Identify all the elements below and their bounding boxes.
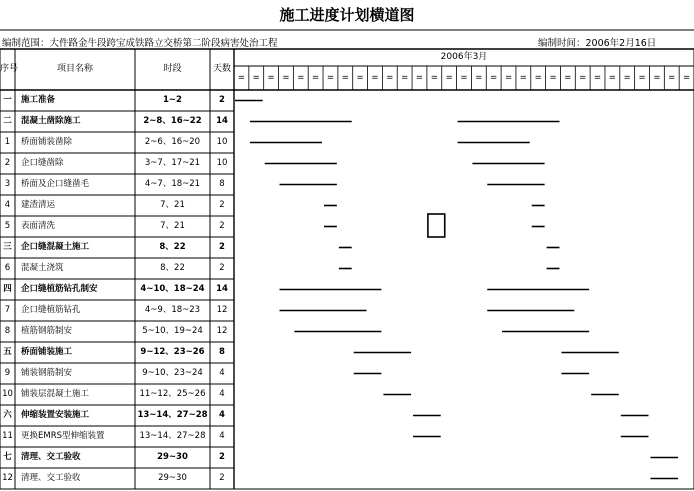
row-period: 2~6、16~20 [144, 137, 201, 147]
day-column-marker: = [282, 72, 290, 83]
row-seq: 12 [2, 473, 13, 483]
row-days: 8 [219, 179, 225, 189]
day-column-marker: = [653, 72, 661, 83]
row-task-name: 铺装层混凝土施工 [21, 389, 90, 399]
row-period: 7、21 [160, 200, 185, 210]
row-seq: 1 [4, 137, 11, 147]
row-seq: 一 [3, 95, 12, 105]
row-days: 2 [219, 452, 225, 462]
header-period: 时段 [163, 64, 182, 74]
selected-cell-outline[interactable] [428, 214, 445, 237]
row-period: 1~2 [163, 95, 182, 105]
row-task-name: 桥面铺装凿除 [21, 137, 73, 147]
row-period: 4~7、18~21 [144, 179, 201, 189]
day-column-marker: = [430, 72, 438, 83]
row-seq: 6 [4, 263, 11, 273]
row-task-name: 更换EMRS型伸缩装置 [21, 431, 105, 441]
day-column-marker: = [683, 72, 691, 83]
day-column-marker: = [519, 72, 527, 83]
row-seq: 7 [4, 305, 11, 315]
row-days: 2 [219, 242, 225, 252]
day-column-marker: = [341, 72, 349, 83]
row-days: 2 [219, 473, 225, 483]
day-column-marker: = [415, 72, 424, 83]
row-period: 8、22 [159, 242, 186, 252]
day-column-marker: = [608, 72, 616, 83]
row-task-name: 混凝土凿除施工 [21, 116, 81, 126]
row-days: 2 [219, 95, 225, 105]
row-days: 8 [219, 347, 225, 357]
row-period: 11~12、25~26 [139, 389, 206, 399]
day-column-marker: = [252, 72, 260, 83]
row-period: 8、22 [160, 263, 185, 273]
row-period: 7、21 [160, 221, 185, 231]
row-seq: 4 [4, 200, 11, 210]
row-days: 10 [216, 158, 228, 168]
row-days: 12 [216, 305, 228, 315]
row-task-name: 表面清洗 [21, 221, 56, 231]
row-task-name: 企口缝植筋钻孔 [21, 305, 81, 315]
row-task-name: 建渣清运 [21, 200, 56, 210]
row-period: 13~14、27~28 [139, 431, 206, 441]
row-seq: 三 [3, 242, 12, 252]
row-period: 4~9、18~23 [144, 305, 201, 315]
row-task-name: 混凝土浇筑 [21, 263, 64, 273]
row-period: 4~10、18~24 [140, 284, 205, 294]
day-column-marker: = [579, 72, 587, 83]
row-task-name: 企口缝混凝土施工 [21, 242, 90, 252]
day-column-marker: = [267, 72, 275, 83]
day-column-marker: = [460, 72, 468, 83]
row-days: 12 [216, 326, 228, 336]
row-days: 2 [219, 221, 225, 231]
row-days: 4 [219, 389, 225, 399]
header-name: 项目名称 [56, 64, 93, 74]
day-column-marker: = [326, 72, 334, 83]
row-seq: 5 [4, 221, 11, 231]
row-seq: 3 [4, 179, 11, 189]
row-seq: 五 [3, 347, 12, 357]
row-days: 4 [219, 368, 225, 378]
day-column-marker: = [475, 72, 483, 83]
row-seq: 四 [3, 284, 12, 294]
day-column-marker: = [312, 72, 320, 83]
row-task-name: 桥面铺装施工 [21, 347, 73, 357]
day-column-marker: = [401, 72, 409, 83]
header-month: 2006年3月 [440, 52, 488, 62]
day-column-marker: = [534, 72, 542, 83]
day-column-marker: = [638, 72, 646, 83]
page-title: 施工进度计划横道图 [279, 6, 415, 24]
day-column-marker: = [564, 72, 572, 83]
day-column-marker: = [623, 72, 631, 83]
row-seq: 二 [3, 116, 12, 126]
row-task-name: 企口缝凿除 [21, 158, 64, 168]
row-seq: 2 [4, 158, 11, 168]
row-task-name: 植筋钢筋制安 [21, 326, 73, 336]
day-column-marker: = [386, 72, 394, 83]
day-column-marker: = [237, 72, 245, 83]
row-seq: 六 [3, 410, 12, 420]
day-column-marker: = [371, 72, 379, 83]
row-period: 2~8、16~22 [143, 116, 202, 126]
day-column-marker: = [356, 72, 364, 83]
row-days: 4 [219, 431, 225, 441]
row-days: 2 [219, 200, 225, 210]
row-period: 9~12、23~26 [140, 347, 205, 357]
project-scope-label: 编制范围：大件路金牛段跨宝成铁路立交桥第二阶段病害处治工程 [2, 38, 278, 49]
row-days: 10 [216, 137, 228, 147]
day-column-marker: = [504, 72, 513, 83]
day-column-marker: = [668, 72, 676, 83]
row-task-name: 施工准备 [21, 95, 56, 105]
header-days: 天数 [212, 64, 231, 74]
row-period: 9~10、23~24 [142, 368, 203, 378]
day-column-marker: = [593, 72, 602, 83]
day-column-marker: = [445, 72, 453, 83]
row-task-name: 企口缝植筋钻孔制安 [21, 284, 98, 294]
row-seq: 11 [2, 431, 13, 441]
row-task-name: 清理、交工验收 [21, 452, 81, 462]
row-period: 29~30 [158, 473, 187, 483]
row-period: 5~10、19~24 [142, 326, 203, 336]
row-seq: 8 [4, 326, 11, 336]
row-days: 2 [219, 263, 225, 273]
row-task-name: 清理、交工验收 [21, 473, 81, 483]
header-seq: 序号 [0, 64, 19, 74]
row-days: 14 [216, 284, 228, 294]
day-column-marker: = [490, 72, 498, 83]
row-days: 14 [216, 116, 228, 126]
row-days: 4 [219, 410, 225, 420]
row-period: 3~7、17~21 [144, 158, 201, 168]
row-seq: 9 [4, 368, 11, 378]
row-period: 29~30 [157, 452, 188, 462]
row-seq: 10 [2, 389, 13, 399]
compile-date-label: 编制时间：2006年2月16日 [538, 38, 657, 49]
row-period: 13~14、27~28 [137, 410, 208, 420]
row-seq: 七 [3, 452, 12, 462]
day-column-marker: = [297, 72, 305, 83]
day-column-marker: = [549, 72, 557, 83]
row-task-name: 桥面及企口缝凿毛 [21, 179, 90, 189]
row-task-name: 铺装钢筋制安 [21, 368, 73, 378]
row-task-name: 伸缩装置安装施工 [21, 410, 90, 420]
